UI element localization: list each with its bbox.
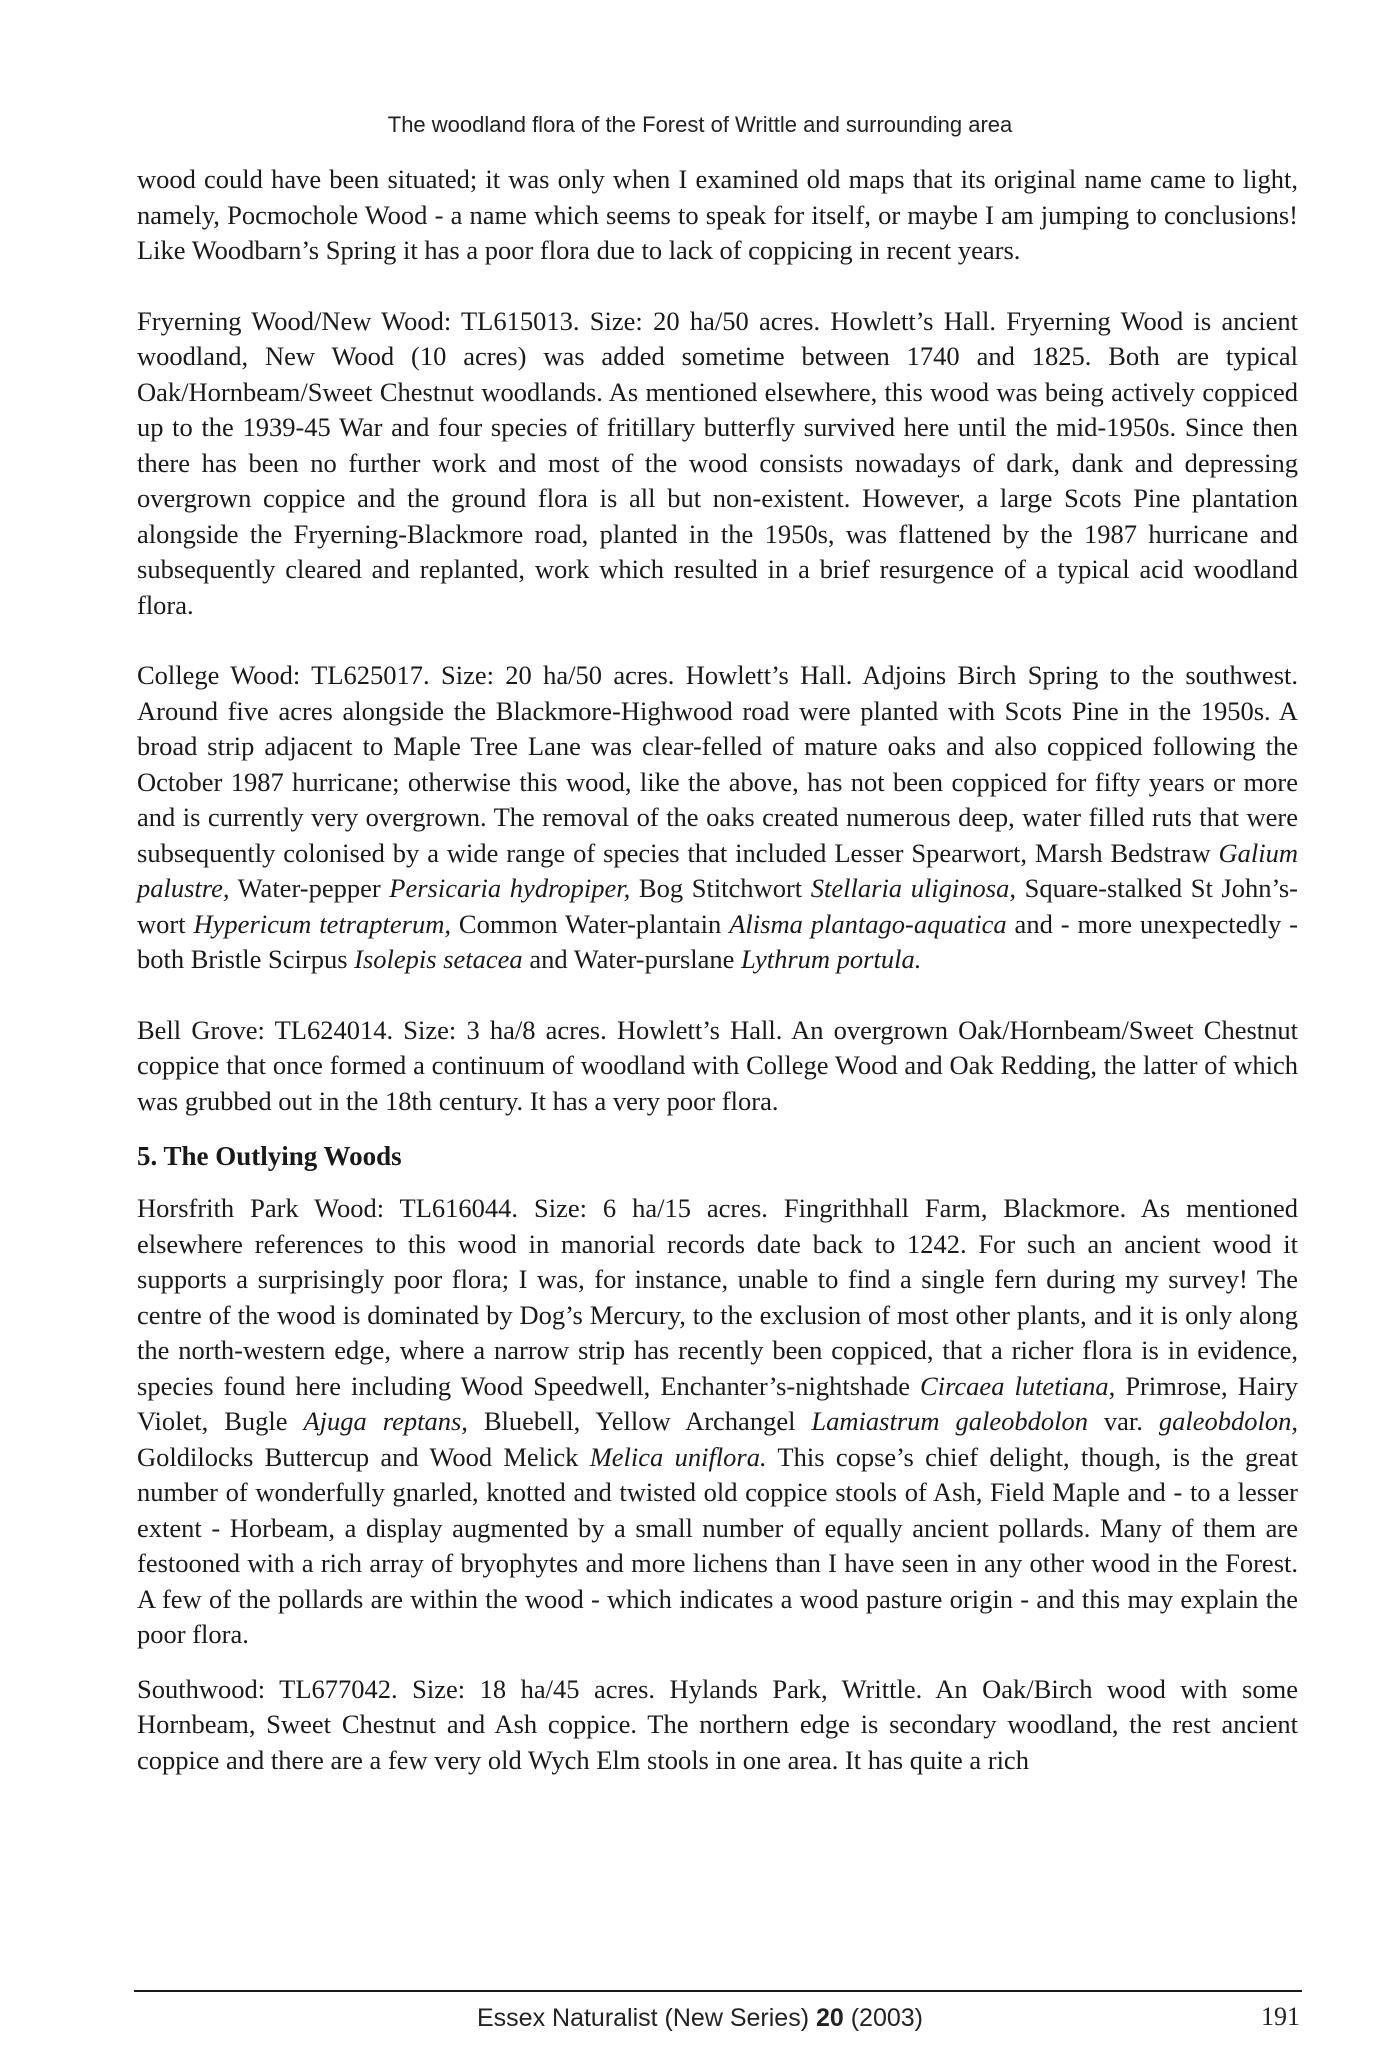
- species-name: Melica uniflora.: [589, 1441, 767, 1472]
- paragraph-text: Primrose, Hairy Violet, Bugle: [137, 1370, 1298, 1436]
- species-name: Isolepis setacea: [354, 944, 523, 974]
- footer-journal: [0, 2004, 1400, 2033]
- species-name: Alisma plantago-aquatica: [729, 908, 1007, 939]
- paragraph-college-wood: [137, 658, 1298, 978]
- paragraph-text: Water-pepper: [229, 873, 390, 903]
- species-name: Circaea lutetiana,: [920, 1370, 1116, 1401]
- paragraph-text: Southwood: TL677042. Size: 18 ha/45 acres. Hylands Park, Writtle. An Oak/Birch wood with some Hornbeam, Sweet Chestnut and Ash coppice. The northern edge is secondary woodland, the rest ancient coppice and there are a few very old Wych Elm stools in one area. It has quite a rich: [137, 1673, 1298, 1775]
- paragraph-pocmochole-wood: [137, 162, 1298, 269]
- species-name: Ajuga reptans,: [303, 1406, 468, 1436]
- journal-volume: 20: [815, 2004, 844, 2032]
- paragraph-text: This copse’s chief delight, though, is the great number of wonderfully gnarled, knotted and twisted old coppice stools of Ash, Field Maple and - to a lesser extent - Horbeam, a display augmented by a small number of equally ancient pollards. Many of them are festooned with a rich array of bryophytes and more lichens than I have seen in any other wood in the Forest. A few of the pollards are within the wood - which indicates a wood pasture origin - and this may explain the poor flora.: [137, 1441, 1298, 1649]
- running-head: The woodland flora of the Forest of Writtle and surrounding area: [387, 112, 1013, 137]
- paragraph-bell-grove: [137, 1013, 1298, 1120]
- paragraph-text: Common Water-plantain: [450, 908, 730, 939]
- paragraph-text: var.: [1087, 1406, 1159, 1436]
- species-name: galeobdolon,: [1158, 1406, 1299, 1436]
- species-name: Persicaria hydropiper,: [389, 873, 631, 903]
- paragraph-text: wood could have been situated; it was only when I examined old maps that its original name came to light, namely, Pocmochole Wood - a name which seems to speak for itself, or maybe I am jumping to conclusions! Like Woodbarn’s Spring it has a poor flora due to lack of coppicing in recent years.: [137, 164, 1298, 265]
- journal-name: Essex Naturalist (New Series): [476, 2004, 816, 2032]
- paragraph-text: Goldilocks Buttercup and Wood Melick: [137, 1441, 590, 1472]
- paragraph-text: Horsfrith Park Wood: TL616044. Size: 6 ha/15 acres. Fingrithhall Farm, Blackmore. As mentioned elsewhere references to this wood in manorial records date back to 1242. For such an ancient wood it supports a surprisingly poor flora; I was, for instance, unable to find a single fern during my survey! The centre of the wood is dominated by Dog’s Mercury, to the exclusion of most other plants, and it is only along the north-western edge, where a narrow strip has recently been coppiced, that a richer flora is in evidence, species found here including Wood Speedwell, Enchanter’s-nightshade: [137, 1193, 1298, 1401]
- paragraph-text: Bell Grove: TL624014. Size: 3 ha/8 acres. Howlett’s Hall. An overgrown Oak/Hornbeam/Sweet Chestnut coppice that once formed a continuum of woodland with College Wood and Oak Redding, the latter of which was grubbed out in the 18th century. It has a very poor flora.: [137, 1014, 1298, 1116]
- page-number: 191: [1261, 2002, 1300, 2031]
- species-name: Galium palustre,: [137, 837, 1298, 903]
- paragraph-text: College Wood: TL625017. Size: 20 ha/50 acres. Howlett’s Hall. Adjoins Birch Spring to the southwest. Around five acres alongside the Blackmore-Highwood road were planted with Scots Pine in the 1950s. A broad strip adjacent to Maple Tree Lane was clear-felled of mature oaks and also coppiced following the October 1987 hurricane; otherwise this wood, like the above, has not been coppiced for fifty years or more and is currently very overgrown. The removal of the oaks created numerous deep, water filled ruts that were subsequently colonised by a wide range of species that included Lesser Spearwort, Marsh Bedstraw: [137, 660, 1298, 868]
- journal-year: (2003): [843, 2004, 923, 2032]
- species-name: Lythrum portula.: [741, 944, 922, 974]
- paragraph-text: Bog Stitchwort: [630, 873, 811, 903]
- paragraph-fryerning-wood: [137, 304, 1298, 624]
- paragraph-text: and Water-purslane: [522, 944, 742, 974]
- species-name: Stellaria uliginosa,: [810, 873, 1016, 903]
- paragraph-horsfrith-park-wood: [137, 1191, 1298, 1653]
- section-heading: 5. The Outlying Woods: [137, 1141, 402, 1171]
- footer-rule: [134, 1990, 1302, 1992]
- paragraph-text: and - more unexpectedly - both Bristle Scirpus: [137, 908, 1298, 974]
- body-text: [137, 162, 1298, 1813]
- paragraph-southwood: [137, 1672, 1298, 1779]
- paragraph-text: Bluebell, Yellow Archangel: [467, 1406, 812, 1436]
- paragraph-text: Square-stalked St John’s-wort: [137, 873, 1299, 939]
- paragraph-text: Fryerning Wood/New Wood: TL615013. Size: 20 ha/50 acres. Howlett’s Hall. Fryerning Wood is ancient woodland, New Wood (10 acres) was added sometime between 1740 and 1825. Both are typical Oak/Hornbeam/Sweet Chestnut woodlands. As mentioned elsewhere, this wood was being actively coppiced up to the 1939-45 War and four species of fritillary butterfly survived here until the mid-1950s. Since then there has been no further work and most of the wood consists nowadays of dark, dank and depressing overgrown coppice and the ground flora is all but non-existent. However, a large Scots Pine plantation alongside the Fryerning-Blackmore road, planted in the 1950s, was flattened by the 1987 hurricane and subsequently cleared and replanted, work which resulted in a brief resurgence of a typical acid woodland flora.: [137, 305, 1298, 620]
- species-name: Lamiastrum galeobdolon: [811, 1406, 1088, 1436]
- species-name: Hypericum tetrapterum,: [193, 908, 451, 939]
